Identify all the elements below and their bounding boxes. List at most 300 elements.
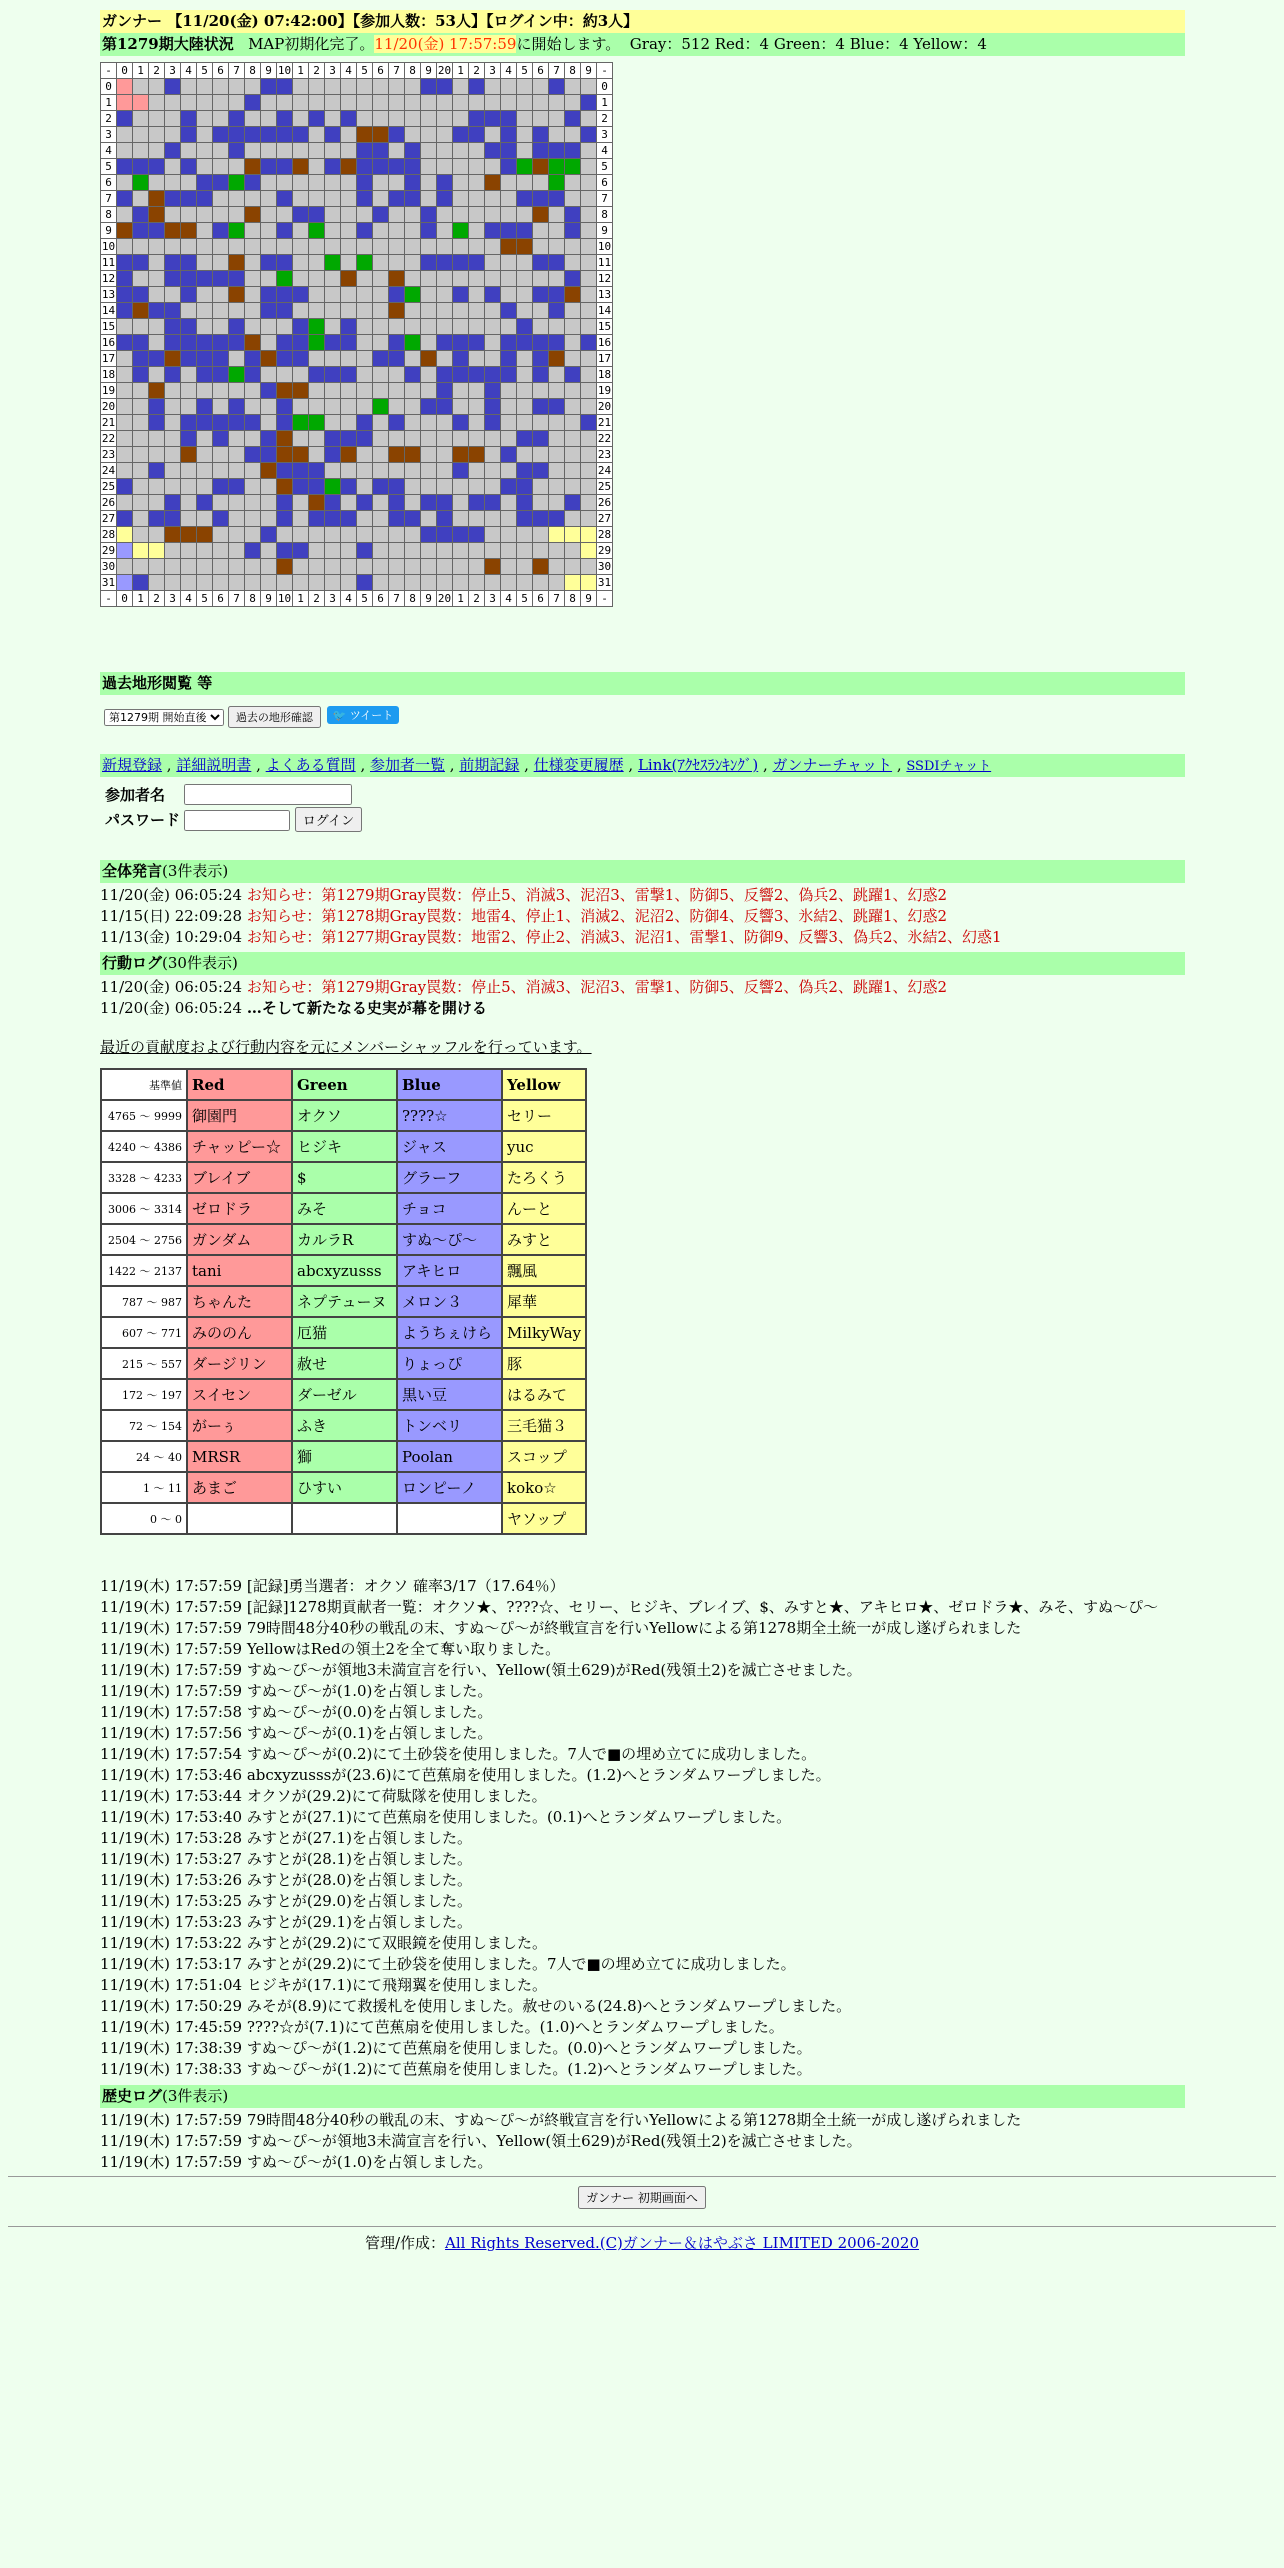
map-cell bbox=[565, 479, 581, 495]
map-cell bbox=[149, 303, 165, 319]
map-col-header: 1 bbox=[293, 63, 309, 79]
team-range: 215 ～ 557 bbox=[101, 1348, 187, 1379]
map-cell bbox=[165, 351, 181, 367]
map-cell bbox=[485, 463, 501, 479]
map-cell bbox=[373, 239, 389, 255]
map-cell bbox=[165, 335, 181, 351]
map-cell bbox=[405, 383, 421, 399]
map-row-header: 21 bbox=[101, 416, 116, 429]
map-cell bbox=[549, 367, 565, 383]
map-cell bbox=[389, 287, 405, 303]
team-member: ロンピーノ bbox=[397, 1472, 502, 1503]
tweet-button[interactable]: 🐦 ツイート bbox=[327, 706, 400, 724]
map-cell bbox=[277, 111, 293, 127]
map-col-header: 4 bbox=[181, 63, 197, 79]
map-cell bbox=[277, 223, 293, 239]
map-cell bbox=[181, 223, 197, 239]
map-cell bbox=[533, 175, 549, 191]
map-cell bbox=[581, 511, 597, 527]
map-cell bbox=[469, 207, 485, 223]
map-cell bbox=[469, 527, 485, 543]
map-cell bbox=[117, 319, 133, 335]
map-cell bbox=[117, 127, 133, 143]
map-cell bbox=[197, 287, 213, 303]
map-cell bbox=[325, 479, 341, 495]
map-cell bbox=[405, 479, 421, 495]
map-cell bbox=[245, 319, 261, 335]
team-member: チャッピー☆ bbox=[187, 1131, 292, 1162]
team-member: 獅 bbox=[292, 1441, 397, 1472]
team-member: 飄風 bbox=[502, 1255, 586, 1286]
map-cell bbox=[501, 399, 517, 415]
map-cell bbox=[325, 127, 341, 143]
map-cell bbox=[437, 287, 453, 303]
map-cell bbox=[213, 303, 229, 319]
map-cell bbox=[469, 367, 485, 383]
map-cell bbox=[373, 415, 389, 431]
map-cell bbox=[309, 543, 325, 559]
team-range: 2504 ～ 2756 bbox=[101, 1224, 187, 1255]
password-input[interactable] bbox=[184, 810, 290, 831]
map-cell bbox=[517, 111, 533, 127]
map-cell bbox=[469, 239, 485, 255]
map-cell bbox=[325, 95, 341, 111]
map-cell bbox=[357, 191, 373, 207]
map-cell bbox=[581, 335, 597, 351]
map-cell bbox=[565, 239, 581, 255]
map-cell bbox=[501, 495, 517, 511]
map-cell bbox=[469, 335, 485, 351]
game-title: ガンナー bbox=[102, 12, 163, 30]
map-cell bbox=[501, 575, 517, 591]
map-row-header: 0 bbox=[597, 79, 613, 95]
map-cell bbox=[245, 495, 261, 511]
name-input[interactable] bbox=[184, 784, 352, 805]
map-cell bbox=[533, 351, 549, 367]
map-cell bbox=[325, 447, 341, 463]
map-cell bbox=[533, 271, 549, 287]
map-cell bbox=[373, 399, 389, 415]
map-cell bbox=[549, 239, 565, 255]
map-row-header: 14 bbox=[101, 304, 116, 317]
map-cell bbox=[197, 79, 213, 95]
map-cell bbox=[181, 431, 197, 447]
map-cell bbox=[181, 319, 197, 335]
map-row-header: 10 bbox=[101, 240, 116, 253]
map-cell bbox=[453, 287, 469, 303]
map-cell bbox=[181, 79, 197, 95]
map-row-header: 14 bbox=[597, 304, 612, 317]
map-cell bbox=[357, 271, 373, 287]
map-cell bbox=[437, 191, 453, 207]
period-select[interactable] bbox=[104, 709, 224, 726]
map-cell bbox=[325, 207, 341, 223]
map-cell bbox=[341, 319, 357, 335]
map-col-header: 9 bbox=[421, 63, 437, 79]
map-cell bbox=[261, 95, 277, 111]
map-col-header: 9 bbox=[581, 63, 597, 79]
map-col-header: 7 bbox=[389, 63, 405, 79]
team-member: トンベリ bbox=[397, 1410, 502, 1441]
map-cell bbox=[565, 159, 581, 175]
map-cell bbox=[373, 431, 389, 447]
map-row-header: 9 bbox=[101, 223, 117, 239]
map-cell bbox=[213, 559, 229, 575]
map-cell bbox=[165, 111, 181, 127]
map-cell bbox=[549, 495, 565, 511]
map-cell bbox=[229, 543, 245, 559]
map-cell bbox=[581, 367, 597, 383]
past-map-button[interactable]: 過去の地形確認 bbox=[228, 706, 321, 728]
team-header: Blue bbox=[397, 1069, 502, 1100]
link-members[interactable]: 参加者一覧 bbox=[369, 756, 445, 774]
link-chat[interactable]: ガンナーチャット bbox=[772, 756, 893, 774]
team-range: 3328 ～ 4233 bbox=[101, 1162, 187, 1193]
team-member: がーぅ bbox=[187, 1410, 292, 1441]
map-cell bbox=[565, 303, 581, 319]
map-cell bbox=[293, 191, 309, 207]
map-cell bbox=[325, 383, 341, 399]
link-register[interactable]: 新規登録 bbox=[102, 756, 163, 774]
map-cell bbox=[485, 271, 501, 287]
link-faq[interactable]: よくある質問 bbox=[265, 756, 356, 774]
map-cell bbox=[405, 447, 421, 463]
team-member: 御園門 bbox=[187, 1100, 292, 1131]
map-cell bbox=[581, 303, 597, 319]
map-cell bbox=[421, 415, 437, 431]
map-cell bbox=[245, 303, 261, 319]
map-cell bbox=[117, 239, 133, 255]
map-col-header: 8 bbox=[565, 591, 581, 607]
map-cell bbox=[213, 271, 229, 287]
map-cell bbox=[293, 559, 309, 575]
map-cell bbox=[565, 431, 581, 447]
map-cell bbox=[421, 175, 437, 191]
map-cell bbox=[325, 111, 341, 127]
map-cell bbox=[293, 415, 309, 431]
map-cell bbox=[357, 255, 373, 271]
map-cell bbox=[405, 303, 421, 319]
map-cell bbox=[149, 143, 165, 159]
map-cell bbox=[533, 207, 549, 223]
map-cell bbox=[501, 335, 517, 351]
map-cell bbox=[421, 431, 437, 447]
map-cell bbox=[261, 367, 277, 383]
team-member: グラーフ bbox=[397, 1162, 502, 1193]
map-cell bbox=[229, 127, 245, 143]
map-row-header: 18 bbox=[597, 368, 612, 381]
map-cell bbox=[485, 527, 501, 543]
map-cell bbox=[277, 527, 293, 543]
log-line: 11/19(木) 17:57:59 79時間48分40秒の戦乱の末、すぬ～ぴ～が終戦宣言を行いYellowによる第1278期全土統一が成し遂げられました bbox=[100, 1619, 1022, 1637]
map-col-header: 0 bbox=[117, 591, 133, 607]
map-cell bbox=[117, 255, 133, 271]
map-cell bbox=[117, 223, 133, 239]
link-manual[interactable]: 詳細説明書 bbox=[176, 756, 252, 774]
map-cell bbox=[149, 351, 165, 367]
map-cell bbox=[261, 223, 277, 239]
map-cell bbox=[261, 559, 277, 575]
map-cell bbox=[261, 575, 277, 591]
map-cell bbox=[453, 399, 469, 415]
map-cell bbox=[117, 191, 133, 207]
map-cell bbox=[149, 367, 165, 383]
map-cell bbox=[405, 527, 421, 543]
map-cell bbox=[261, 287, 277, 303]
copyright-link[interactable]: All Rights Reserved.(C)ガンナー＆はやぶさ LIMITED 2006-2020 bbox=[445, 2234, 920, 2252]
map-cell bbox=[453, 447, 469, 463]
map-cell bbox=[133, 207, 149, 223]
log-line: 11/19(木) 17:57:54 すぬ～ぴ～が(0.2)にて土砂袋を使用しました。7人で■の埋め立てに成功しました。 bbox=[100, 1745, 817, 1763]
map-cell bbox=[389, 527, 405, 543]
map-cell bbox=[405, 511, 421, 527]
team-header: Green bbox=[292, 1069, 397, 1100]
map-cell bbox=[165, 463, 181, 479]
map-row-header: 2 bbox=[101, 111, 117, 127]
map-cell bbox=[213, 239, 229, 255]
map-cell bbox=[181, 175, 197, 191]
map-cell bbox=[341, 527, 357, 543]
map-cell bbox=[165, 399, 181, 415]
map-cell bbox=[117, 271, 133, 287]
map-cell bbox=[389, 463, 405, 479]
map-cell bbox=[581, 431, 597, 447]
map-cell bbox=[357, 447, 373, 463]
map-cell bbox=[293, 143, 309, 159]
map-cell bbox=[485, 511, 501, 527]
map-cell bbox=[469, 159, 485, 175]
map-cell bbox=[581, 95, 597, 111]
log-line: 11/13(金) 10:29:04 お知らせ：第1277期Gray罠数：地雷2、停止2、消滅3、泥沼1、雷撃1、防御9、反響3、偽兵2、氷結2、幻惑1 bbox=[100, 928, 1002, 946]
map-cell bbox=[213, 463, 229, 479]
map-cell bbox=[501, 175, 517, 191]
map-cell bbox=[389, 191, 405, 207]
map-cell bbox=[165, 239, 181, 255]
map-cell bbox=[213, 175, 229, 191]
map-cell bbox=[277, 95, 293, 111]
map-row-header: 7 bbox=[101, 191, 117, 207]
map-cell bbox=[357, 239, 373, 255]
map-cell bbox=[469, 447, 485, 463]
map-cell bbox=[549, 223, 565, 239]
map-cell bbox=[549, 95, 565, 111]
team-range: 787 ～ 987 bbox=[101, 1286, 187, 1317]
map-cell bbox=[325, 255, 341, 271]
map-row-header: 31 bbox=[597, 576, 612, 589]
map-col-header: 20 bbox=[437, 64, 452, 77]
map-cell bbox=[501, 479, 517, 495]
link-previous[interactable]: 前期記録 bbox=[459, 756, 520, 774]
map-cell bbox=[261, 351, 277, 367]
map-cell bbox=[229, 287, 245, 303]
map-cell bbox=[213, 431, 229, 447]
map-cell bbox=[389, 415, 405, 431]
map-cell bbox=[389, 367, 405, 383]
map-cell bbox=[469, 303, 485, 319]
map-cell bbox=[293, 239, 309, 255]
continent-map: - 0 1 2 3 4 5 6 7 8 9 10 1 2 3 4 5 6 7 8 9 20 1 2 3 4 5 6 7 8 9 - 0 0 1 1 2 2 3 3 4 4 5 5 6 6 7 7 8 8 9 9 10 10 11 11 12 12 13 13 14 14 15 15 16 16 17 17 18 18 19 19 20 20 21 21 22 22 23 23 24 24 25 25 26 26 27 27 28 28 29 29 30 30 31 31 - 0 1 2 3 4 5 6 7 8 9 10 1 2 3 4 5 6 7 8 9 20 1 2 3 4 5 6 7 8 9 - bbox=[101, 64, 612, 605]
map-cell bbox=[485, 479, 501, 495]
map-cell bbox=[261, 303, 277, 319]
map-cell bbox=[421, 255, 437, 271]
link-ssdi-chat[interactable]: SSDIチャット bbox=[906, 759, 992, 774]
team-member: たろくう bbox=[502, 1162, 586, 1193]
map-cell bbox=[357, 303, 373, 319]
map-cell bbox=[325, 271, 341, 287]
map-cell bbox=[549, 79, 565, 95]
map-cell bbox=[293, 511, 309, 527]
map-row-header: 24 bbox=[597, 464, 612, 477]
map-cell bbox=[277, 495, 293, 511]
map-cell bbox=[197, 255, 213, 271]
map-cell bbox=[277, 367, 293, 383]
map-cell bbox=[117, 143, 133, 159]
map-cell bbox=[325, 575, 341, 591]
map-cell bbox=[165, 495, 181, 511]
link-changelog[interactable]: 仕様変更履歴 bbox=[533, 756, 624, 774]
map-cell bbox=[325, 175, 341, 191]
map-cell bbox=[117, 399, 133, 415]
map-col-header: 4 bbox=[341, 591, 357, 607]
map-cell bbox=[261, 479, 277, 495]
map-cell bbox=[325, 559, 341, 575]
map-cell bbox=[421, 159, 437, 175]
map-cell bbox=[149, 223, 165, 239]
map-cell bbox=[373, 447, 389, 463]
link-ranking[interactable]: Link(ｱｸｾｽﾗﾝｷﾝｸﾞ) bbox=[637, 756, 759, 774]
map-cell bbox=[373, 527, 389, 543]
map-row-header: 27 bbox=[597, 512, 612, 525]
map-cell bbox=[341, 207, 357, 223]
map-cell bbox=[581, 127, 597, 143]
map-cell bbox=[117, 463, 133, 479]
map-cell bbox=[533, 431, 549, 447]
map-row-header: 23 bbox=[101, 448, 116, 461]
map-cell bbox=[549, 479, 565, 495]
map-cell bbox=[181, 207, 197, 223]
map-cell bbox=[341, 303, 357, 319]
map-row-header: 24 bbox=[101, 464, 116, 477]
map-cell bbox=[373, 303, 389, 319]
map-cell bbox=[341, 559, 357, 575]
map-cell bbox=[501, 303, 517, 319]
map-cell bbox=[389, 447, 405, 463]
map-cell bbox=[133, 159, 149, 175]
map-cell bbox=[117, 431, 133, 447]
map-cell bbox=[357, 383, 373, 399]
map-cell bbox=[437, 351, 453, 367]
map-cell bbox=[229, 79, 245, 95]
map-cell bbox=[325, 527, 341, 543]
map-cell bbox=[421, 351, 437, 367]
map-cell bbox=[133, 415, 149, 431]
map-cell bbox=[245, 335, 261, 351]
map-cell bbox=[517, 399, 533, 415]
map-cell bbox=[245, 399, 261, 415]
team-member: みそ bbox=[292, 1193, 397, 1224]
map-cell bbox=[245, 511, 261, 527]
map-cell bbox=[565, 95, 581, 111]
map-cell bbox=[149, 543, 165, 559]
map-cell bbox=[133, 351, 149, 367]
map-cell bbox=[405, 143, 421, 159]
map-cell bbox=[533, 319, 549, 335]
map-cell bbox=[437, 399, 453, 415]
map-cell bbox=[517, 223, 533, 239]
map-cell bbox=[485, 399, 501, 415]
map-row-header: 12 bbox=[101, 272, 116, 285]
map-col-header: 8 bbox=[245, 591, 261, 607]
map-col-header: 3 bbox=[325, 591, 341, 607]
map-cell bbox=[549, 447, 565, 463]
map-cell bbox=[277, 543, 293, 559]
map-cell bbox=[565, 287, 581, 303]
map-cell bbox=[245, 383, 261, 399]
map-cell bbox=[229, 175, 245, 191]
team-member: セリー bbox=[502, 1100, 586, 1131]
map-cell bbox=[565, 223, 581, 239]
map-cell bbox=[117, 511, 133, 527]
map-row-header: 12 bbox=[597, 272, 612, 285]
map-cell bbox=[149, 559, 165, 575]
log-line: 11/20(金) 06:05:24 お知らせ：第1279期Gray罠数：停止5、消滅3、泥沼3、雷撃1、防御5、反響2、偽兵2、跳躍1、幻惑2 bbox=[100, 886, 948, 904]
map-cell bbox=[501, 95, 517, 111]
map-cell bbox=[357, 463, 373, 479]
map-cell bbox=[213, 143, 229, 159]
team-member: みののん bbox=[187, 1317, 292, 1348]
team-member: カルラR bbox=[292, 1224, 397, 1255]
map-cell bbox=[133, 303, 149, 319]
map-cell bbox=[501, 207, 517, 223]
map-cell bbox=[501, 127, 517, 143]
map-cell bbox=[245, 79, 261, 95]
map-cell bbox=[389, 319, 405, 335]
map-cell bbox=[293, 127, 309, 143]
map-cell bbox=[213, 399, 229, 415]
home-button[interactable]: ガンナー 初期画面へ bbox=[578, 2186, 706, 2209]
map-cell bbox=[229, 383, 245, 399]
divider bbox=[8, 2226, 1276, 2227]
map-cell bbox=[501, 415, 517, 431]
map-col-header: 7 bbox=[229, 591, 245, 607]
map-cell bbox=[421, 463, 437, 479]
map-cell bbox=[149, 415, 165, 431]
map-cell bbox=[405, 239, 421, 255]
map-cell bbox=[325, 79, 341, 95]
map-cell bbox=[437, 335, 453, 351]
map-cell bbox=[341, 175, 357, 191]
map-cell bbox=[549, 431, 565, 447]
map-cell bbox=[517, 127, 533, 143]
map-row-header: 18 bbox=[101, 368, 116, 381]
map-cell bbox=[181, 383, 197, 399]
map-cell bbox=[517, 495, 533, 511]
footer: 管理/作成：All Rights Reserved.(C)ガンナー＆はやぶさ LIMITED 2006-2020 bbox=[364, 2234, 920, 2252]
map-col-header: 9 bbox=[261, 591, 277, 607]
map-cell bbox=[437, 319, 453, 335]
map-cell bbox=[421, 111, 437, 127]
map-cell bbox=[309, 351, 325, 367]
map-cell bbox=[469, 431, 485, 447]
map-col-header: 9 bbox=[261, 63, 277, 79]
map-cell bbox=[533, 79, 549, 95]
map-cell bbox=[293, 95, 309, 111]
map-cell bbox=[517, 239, 533, 255]
map-cell bbox=[517, 95, 533, 111]
login-button[interactable]: ログイン bbox=[295, 807, 362, 832]
map-cell bbox=[229, 351, 245, 367]
login-count: 【ログイン中：約3人】 bbox=[485, 12, 639, 30]
